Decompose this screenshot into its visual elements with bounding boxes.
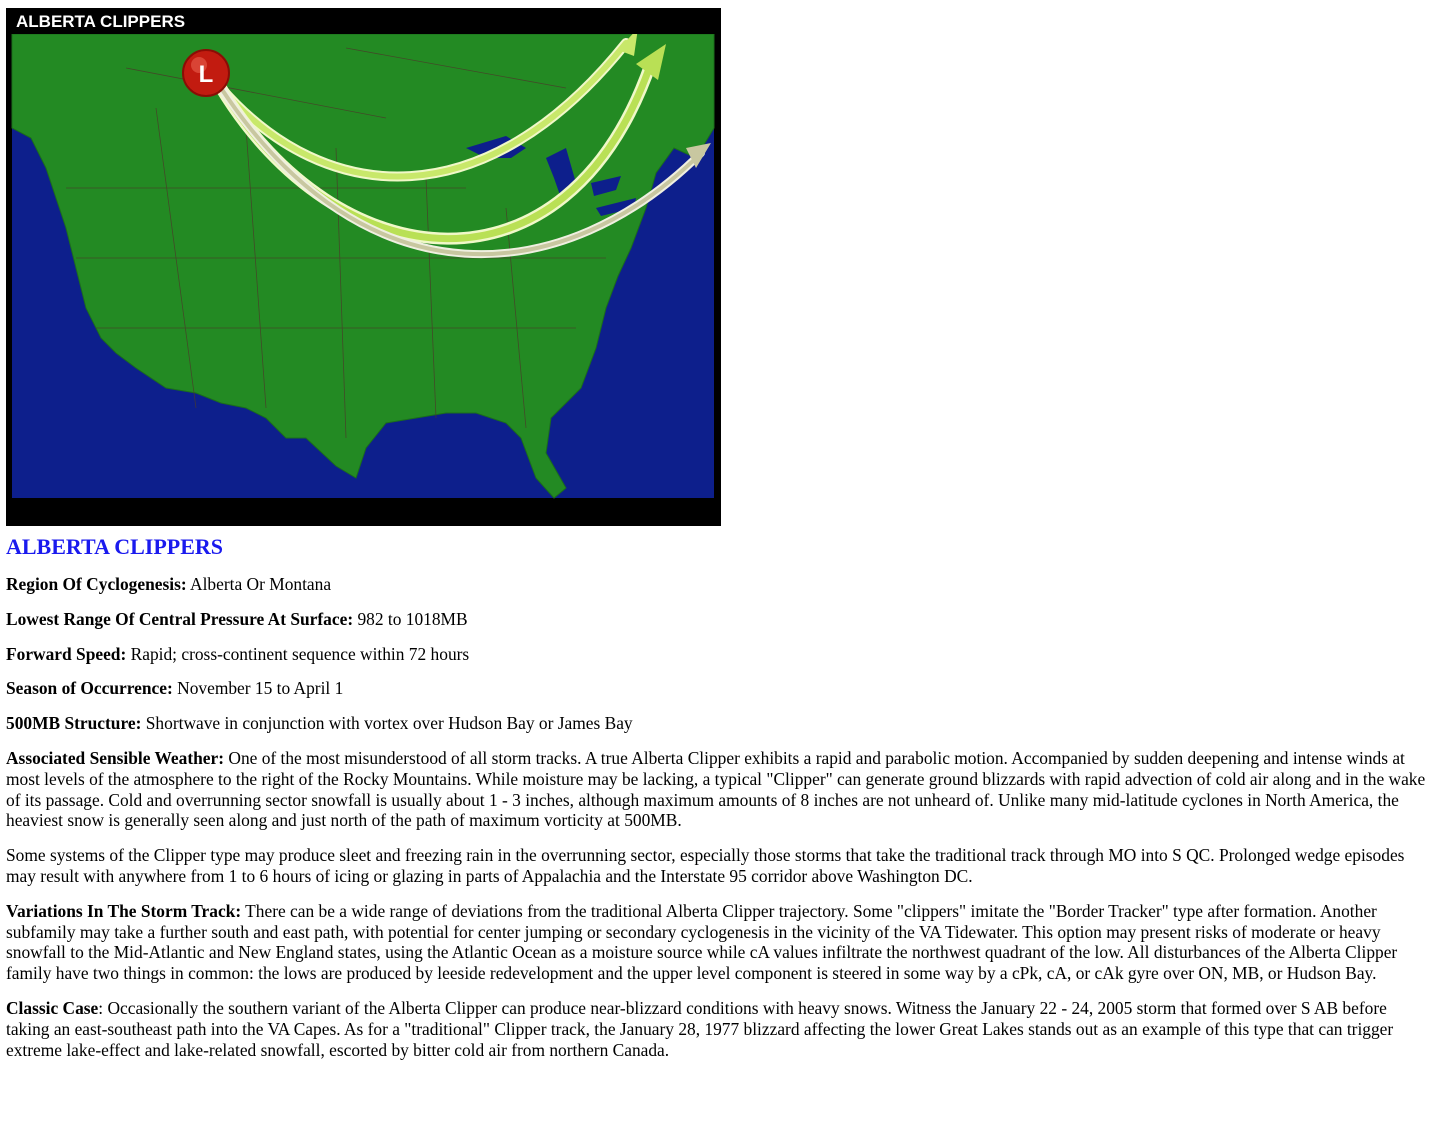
variations-text: There can be a wide range of deviations from the traditional Alberta Clipper trajectory. Some "clippers" imitate the "Border Tracker" type after formation. Another subfamily may take a further south and east path, with potential for center jumping or secondary cyclogenesis in the vicinity of the VA Tidewater. This option may present risks of moderate or heavy snowfall to the Mid-Atlantic and New England states, using the Atlantic Ocean as a moisture source while cA values infiltrate the northwest quadrant of the low. All disturbances of the Alberta Clipper family have two things in common: the lows are produced by leeside redevelopment and the upper level component is steered in some way by a cPk, cA, or cAk gyre over ON, MB, or Hudson Bay. (6, 900, 1398, 984)
fact-pressure (6, 609, 1434, 630)
map-banner-title: ALBERTA CLIPPERS (16, 12, 186, 31)
storm-track-map-svg (6, 8, 721, 526)
sensible-weather-label: Associated Sensible Weather: (6, 747, 225, 768)
sensible-weather-text: One of the most misunderstood of all storm tracks. A true Alberta Clipper exhibits a rapid and parabolic motion. Accompanied by sudden deepening and intense winds at most levels of the atmosphere to the right of the Rocky Mountains. While moisture may be lacking, a typical "Clipper" can generate ground blizzards with rapid advection of cold air along and in the wake of its passage. Cold and overrunning sector snowfall is usually about 1 - 3 inches, although maximum amounts of 8 inches are not unheard of. Unlike many mid-latitude cyclones in North America, the heaviest snow is generally seen along and just north of the path of maximum vorticity at 500MB. (6, 747, 1426, 831)
fact-label: Forward Speed: (6, 643, 127, 664)
fact-500mb-structure (6, 713, 1434, 734)
variations-paragraph (6, 901, 1434, 984)
variations-label: Variations In The Storm Track: (6, 900, 242, 921)
fact-value: Shortwave in conjunction with vortex over Hudson Bay or James Bay (141, 713, 633, 734)
alberta-clippers-map (6, 8, 721, 526)
fact-region (6, 574, 1434, 595)
fact-value: November 15 to April 1 (172, 678, 344, 699)
classic-case-text: : Occasionally the southern variant of the Alberta Clipper can produce near-blizzard conditions with heavy snows. Witness the January 22 - 24, 2005 storm that formed over S AB before taking an east-southeast path into the VA Capes. As for a "traditional" Clipper track, the January 28, 1977 blizzard affecting the lower Great Lakes stands out as an example of this type that can trigger extreme lake-effect and lake-related snowfall, escorted by bitter cold air from northern Canada. (6, 997, 1394, 1060)
sensible-weather-paragraph (6, 748, 1434, 831)
sleet-paragraph: Some systems of the Clipper type may produce sleet and freezing rain in the overrunning sector, especially those storms that take the traditional track through MO into S QC. Prolonged wedge episodes may result with anywhere from 1 to 6 hours of icing or glazing in parts of Appalachia and the Interstate 95 corridor above Washington DC. (6, 845, 1405, 886)
classic-case-paragraph (6, 998, 1434, 1060)
fact-value: 982 to 1018MB (353, 608, 468, 629)
fact-label: 500MB Structure: (6, 713, 142, 734)
fact-value: Alberta Or Montana (186, 574, 332, 594)
fact-label: Region Of Cyclogenesis: (6, 574, 187, 594)
fact-season (6, 678, 1434, 699)
low-pressure-letter: L (198, 61, 214, 88)
page-title: ALBERTA CLIPPERS (6, 534, 224, 559)
fact-forward-speed (6, 644, 1434, 665)
classic-case-label: Classic Case (6, 997, 99, 1018)
fact-value: Rapid; cross-continent sequence within 72 hours (126, 643, 470, 664)
fact-label: Lowest Range Of Central Pressure At Surface: (6, 608, 354, 629)
fact-label: Season of Occurrence: (6, 678, 173, 699)
